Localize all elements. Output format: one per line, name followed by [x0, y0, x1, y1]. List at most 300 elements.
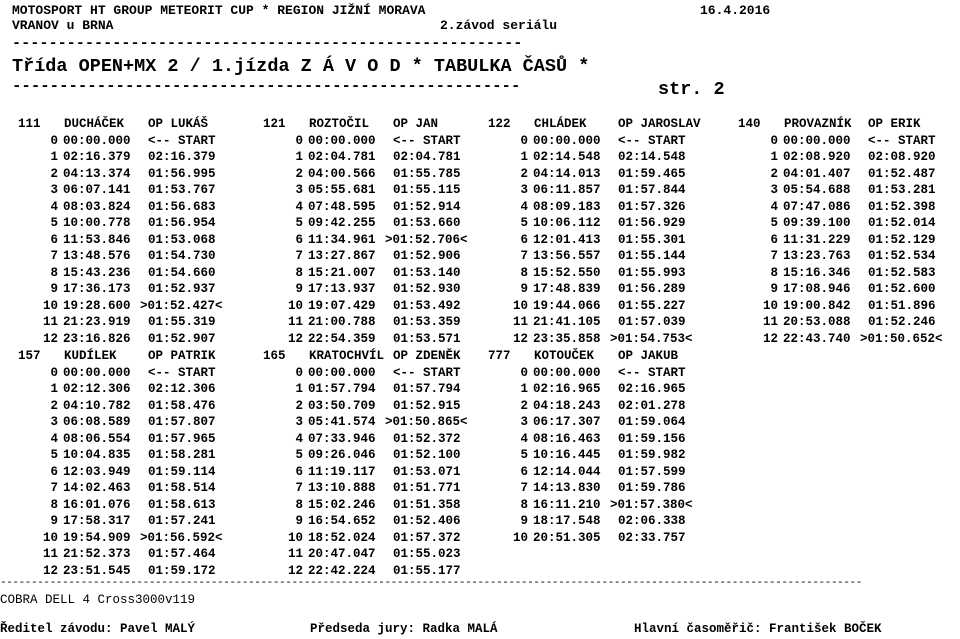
lap-time: <-- START	[148, 133, 216, 148]
lap-number: 1	[520, 382, 528, 396]
total-time: 21:23.919	[63, 315, 131, 329]
lap-number: 0	[520, 365, 528, 380]
total-time: 00:00.000	[308, 365, 376, 380]
lap-time: 01:52.915	[393, 398, 461, 413]
lap-time: 01:53.140	[393, 265, 461, 280]
lap-time: 01:59.786	[618, 481, 686, 495]
footer-separator: -------------------------------------------------------------------------------------------------------------------------------------------	[0, 577, 862, 589]
lap-time: 01:52.372	[393, 431, 461, 446]
lap-time: 01:59.982	[618, 448, 686, 462]
lap-number: 3	[295, 415, 303, 429]
lap-number: 3	[50, 183, 58, 197]
lap-number: 4	[520, 199, 528, 214]
lap-number: 5	[295, 448, 303, 462]
lap-number: 4	[770, 199, 778, 214]
lap-number: 8	[295, 497, 303, 512]
total-time: 15:21.007	[308, 265, 376, 280]
chief-timekeeper: Hlavní časoměřič: František BOČEK	[634, 622, 882, 636]
lap-number: 11	[287, 315, 303, 329]
total-time: 19:00.842	[783, 298, 851, 313]
lap-number: 7	[50, 249, 58, 263]
lap-number: 7	[295, 249, 303, 263]
rider-number: 140	[738, 117, 761, 131]
total-time: 00:00.000	[533, 365, 601, 380]
total-time: 11:53.846	[63, 232, 131, 247]
total-time: 16:01.076	[63, 497, 131, 512]
lap-time: 01:52.487	[868, 166, 936, 181]
lap-number: 3	[295, 183, 303, 197]
lap-number: 6	[520, 464, 528, 479]
total-time: 06:11.857	[533, 183, 601, 197]
rider-number: 157	[18, 349, 41, 363]
total-time: 00:00.000	[533, 133, 601, 148]
total-time: 22:54.359	[308, 331, 376, 346]
total-time: 19:44.066	[533, 298, 601, 313]
lap-time: 01:52.129	[868, 232, 936, 247]
lap-number: 11	[762, 315, 778, 329]
lap-number: 1	[50, 382, 58, 396]
lap-number: 10	[762, 298, 778, 313]
race-director: Ředitel závodu: Pavel MALÝ	[0, 622, 196, 636]
lap-time: 01:51.358	[393, 497, 461, 512]
lap-time: 01:59.465	[618, 166, 686, 181]
total-time: 21:52.373	[63, 547, 131, 561]
event-date: 16.4.2016	[700, 3, 771, 18]
lap-number: 1	[520, 150, 528, 164]
lap-time: 02:16.379	[148, 150, 216, 164]
lap-time: 01:52.906	[393, 249, 461, 263]
lap-number: 11	[42, 547, 58, 561]
lap-number: 7	[295, 481, 303, 495]
lap-number: 12	[287, 331, 303, 346]
total-time: 04:14.013	[533, 166, 601, 181]
lap-number: 1	[50, 150, 58, 164]
total-time: 19:54.909	[63, 530, 131, 545]
total-time: 10:16.445	[533, 448, 601, 462]
lap-number: 6	[295, 232, 303, 247]
lap-number: 4	[520, 431, 528, 446]
lap-number: 0	[295, 365, 303, 380]
total-time: 08:06.554	[63, 431, 131, 446]
lap-number: 12	[42, 563, 58, 578]
lap-time: 01:54.730	[148, 249, 216, 263]
lap-time: <-- START	[148, 365, 216, 380]
total-time: 07:48.595	[308, 199, 376, 214]
lap-time: <-- START	[393, 133, 461, 148]
lap-time: 01:53.660	[393, 216, 461, 230]
lap-number: 9	[295, 514, 303, 528]
lap-number: 2	[295, 398, 303, 413]
lap-time: 01:55.023	[393, 547, 461, 561]
rider-op: OP ZDENĚK	[393, 349, 461, 363]
total-time: 10:00.778	[63, 216, 131, 230]
total-time: 17:36.173	[63, 282, 131, 296]
total-time: 10:06.112	[533, 216, 601, 230]
total-time: 14:02.463	[63, 481, 131, 495]
total-time: 06:08.589	[63, 415, 131, 429]
total-time: 00:00.000	[308, 133, 376, 148]
lap-time: 01:55.301	[618, 232, 686, 247]
lap-number: 0	[770, 133, 778, 148]
times-table-2	[0, 348, 960, 578]
class-title: Třída OPEN+MX 2 / 1.jízda Z Á V O D * TABULKA ČASŮ *	[12, 56, 590, 77]
total-time: 08:16.463	[533, 431, 601, 446]
lap-number: 7	[770, 249, 778, 263]
total-time: 17:58.317	[63, 514, 131, 528]
lap-number: 2	[50, 398, 58, 413]
total-time: 18:17.548	[533, 514, 601, 528]
lap-time: 01:53.071	[393, 464, 461, 479]
total-time: 06:07.141	[63, 183, 131, 197]
lap-number: 10	[42, 298, 58, 313]
lap-time: >01:57.380<	[610, 497, 693, 512]
lap-time: 01:56.289	[618, 282, 686, 296]
lap-number: 5	[50, 448, 58, 462]
lap-time: 01:52.600	[868, 282, 936, 296]
lap-time: 01:52.398	[868, 199, 936, 214]
lap-time: 02:04.781	[393, 150, 461, 164]
lap-number: 3	[520, 415, 528, 429]
lap-time: 01:58.476	[148, 398, 216, 413]
total-time: 02:04.781	[308, 150, 376, 164]
lap-time: 01:57.807	[148, 415, 216, 429]
lap-time: <-- START	[618, 365, 686, 380]
lap-time: 02:14.548	[618, 150, 686, 164]
lap-time: 01:57.326	[618, 199, 686, 214]
total-time: 11:31.229	[783, 232, 851, 247]
lap-number: 11	[287, 547, 303, 561]
total-time: 04:00.566	[308, 166, 376, 181]
lap-number: 1	[295, 150, 303, 164]
lap-number: 6	[770, 232, 778, 247]
lap-time: 01:52.914	[393, 199, 461, 214]
lap-number: 12	[762, 331, 778, 346]
lap-time: 01:53.571	[393, 331, 461, 346]
lap-time: >01:52.427<	[140, 298, 223, 313]
lap-time: 01:55.115	[393, 183, 461, 197]
total-time: 05:54.688	[783, 183, 851, 197]
total-time: 09:26.046	[308, 448, 376, 462]
lap-time: 01:53.767	[148, 183, 216, 197]
lap-number: 8	[520, 265, 528, 280]
rider-name: KOTOUČEK	[534, 349, 595, 363]
rider-number: 111	[18, 117, 41, 131]
lap-time: 01:57.464	[148, 547, 216, 561]
lap-number: 5	[295, 216, 303, 230]
total-time: 02:12.306	[63, 382, 131, 396]
total-time: 12:03.949	[63, 464, 131, 479]
lap-time: 02:33.757	[618, 530, 686, 545]
total-time: 13:10.888	[308, 481, 376, 495]
lap-number: 10	[512, 298, 528, 313]
total-time: 00:00.000	[63, 133, 131, 148]
lap-time: 01:57.372	[393, 530, 461, 545]
lap-time: 01:55.993	[618, 265, 686, 280]
lap-time: 01:58.514	[148, 481, 216, 495]
times-table-1	[0, 116, 960, 346]
lap-time: 01:55.144	[618, 249, 686, 263]
lap-time: 01:53.068	[148, 232, 216, 247]
lap-number: 9	[520, 514, 528, 528]
lap-time: 01:51.896	[868, 298, 936, 313]
lap-time: 01:55.227	[618, 298, 686, 313]
total-time: 02:14.548	[533, 150, 601, 164]
total-time: 17:48.839	[533, 282, 601, 296]
lap-number: 6	[295, 464, 303, 479]
lap-number: 1	[295, 382, 303, 396]
total-time: 11:34.961	[308, 232, 376, 247]
lap-number: 9	[50, 282, 58, 296]
lap-number: 9	[520, 282, 528, 296]
lap-time: 02:12.306	[148, 382, 216, 396]
total-time: 22:43.740	[783, 331, 851, 346]
total-time: 09:39.100	[783, 216, 851, 230]
total-time: 17:13.937	[308, 282, 376, 296]
lap-number: 7	[50, 481, 58, 495]
lap-number: 2	[50, 166, 58, 181]
lap-time: 01:56.954	[148, 216, 216, 230]
lap-number: 12	[42, 331, 58, 346]
lap-time: 01:52.534	[868, 249, 936, 263]
lap-number: 4	[295, 431, 303, 446]
total-time: 13:48.576	[63, 249, 131, 263]
rider-name: DUCHÁČEK	[64, 117, 125, 131]
lap-time: 01:55.785	[393, 166, 461, 181]
total-time: 04:01.407	[783, 166, 851, 181]
total-time: 04:13.374	[63, 166, 131, 181]
lap-number: 6	[520, 232, 528, 247]
total-time: 23:35.858	[533, 331, 601, 346]
rider-name: ROZTOČIL	[309, 117, 370, 131]
total-time: 20:47.047	[308, 547, 376, 561]
lap-number: 0	[295, 133, 303, 148]
lap-time: 01:58.613	[148, 497, 216, 512]
lap-number: 2	[295, 166, 303, 181]
lap-number: 0	[520, 133, 528, 148]
total-time: 01:57.794	[308, 382, 376, 396]
lap-number: 8	[295, 265, 303, 280]
lap-number: 8	[770, 265, 778, 280]
lap-number: 5	[520, 216, 528, 230]
lap-time: 01:55.319	[148, 315, 216, 329]
lap-time: >01:50.652<	[860, 331, 943, 346]
rider-number: 121	[263, 117, 286, 131]
lap-number: 6	[50, 232, 58, 247]
lap-time: <-- START	[618, 133, 686, 148]
rider-op: OP PATRIK	[148, 349, 216, 363]
header-separator: --------------------------------------------------------	[12, 34, 523, 52]
lap-time: >01:54.753<	[610, 331, 693, 346]
lap-time: 01:53.492	[393, 298, 461, 313]
total-time: 03:50.709	[308, 398, 376, 413]
total-time: 12:14.044	[533, 464, 601, 479]
rider-name: KRATOCHVÍL	[309, 349, 385, 363]
event-place: VRANOV u BRNA	[12, 18, 114, 33]
lap-time: 01:52.937	[148, 282, 216, 296]
lap-number: 10	[287, 530, 303, 545]
total-time: 02:16.965	[533, 382, 601, 396]
total-time: 05:55.681	[308, 183, 376, 197]
lap-number: 11	[512, 315, 528, 329]
lap-time: >01:52.706<	[385, 232, 468, 247]
rider-number: 777	[488, 349, 511, 363]
rider-op: OP LUKÁŠ	[148, 117, 209, 131]
total-time: 15:02.246	[308, 497, 376, 512]
lap-time: 01:52.930	[393, 282, 461, 296]
lap-time: 01:51.771	[393, 481, 461, 495]
lap-time: 02:01.278	[618, 398, 686, 413]
lap-number: 3	[50, 415, 58, 429]
lap-number: 3	[520, 183, 528, 197]
lap-time: 02:08.920	[868, 150, 936, 164]
rider-number: 165	[263, 349, 286, 363]
lap-number: 5	[520, 448, 528, 462]
lap-number: 10	[512, 530, 528, 545]
lap-number: 8	[50, 497, 58, 512]
rider-op: OP JAKUB	[618, 349, 679, 363]
lap-time: 01:56.995	[148, 166, 216, 181]
lap-number: 12	[287, 563, 303, 578]
lap-number: 0	[50, 133, 58, 148]
total-time: 13:23.763	[783, 249, 851, 263]
rider-op: OP JAN	[393, 117, 439, 131]
lap-time: 01:52.014	[868, 216, 936, 230]
lap-number: 10	[287, 298, 303, 313]
lap-time: 01:59.172	[148, 563, 216, 578]
lap-number: 5	[50, 216, 58, 230]
lap-time: 01:52.583	[868, 265, 936, 280]
lap-time: 02:06.338	[618, 514, 686, 528]
lap-number: 8	[520, 497, 528, 512]
software-label: COBRA DELL 4 Cross3000v119	[0, 593, 196, 607]
lap-number: 9	[770, 282, 778, 296]
total-time: 19:07.429	[308, 298, 376, 313]
lap-time: 01:59.114	[148, 464, 216, 479]
total-time: 04:10.782	[63, 398, 131, 413]
lap-time: 01:56.929	[618, 216, 686, 230]
total-time: 00:00.000	[783, 133, 851, 148]
total-time: 12:01.413	[533, 232, 601, 247]
lap-number: 1	[770, 150, 778, 164]
total-time: 08:09.183	[533, 199, 601, 214]
total-time: 18:52.024	[308, 530, 376, 545]
total-time: 13:27.867	[308, 249, 376, 263]
lap-time: 01:52.907	[148, 331, 216, 346]
rider-op: OP ERIK	[868, 117, 921, 131]
lap-number: 10	[42, 530, 58, 545]
lap-number: 4	[50, 431, 58, 446]
lap-time: 01:52.406	[393, 514, 461, 528]
lap-number: 7	[520, 481, 528, 495]
lap-number: 7	[520, 249, 528, 263]
lap-time: 01:59.064	[618, 415, 686, 429]
lap-number: 12	[512, 331, 528, 346]
lap-number: 3	[770, 183, 778, 197]
total-time: 10:04.835	[63, 448, 131, 462]
lap-number: 8	[50, 265, 58, 280]
total-time: 07:33.946	[308, 431, 376, 446]
total-time: 07:47.086	[783, 199, 851, 214]
event-title: MOTOSPORT HT GROUP METEORIT CUP * REGION JIŽNÍ MORAVA	[12, 3, 426, 18]
total-time: 06:17.307	[533, 415, 601, 429]
total-time: 02:16.379	[63, 150, 131, 164]
rider-op: OP JAROSLAV	[618, 117, 701, 131]
rider-name: KUDÍLEK	[64, 349, 117, 363]
lap-number: 2	[770, 166, 778, 181]
lap-time: >01:56.592<	[140, 530, 223, 545]
total-time: 23:16.826	[63, 331, 131, 346]
lap-time: 01:57.241	[148, 514, 216, 528]
total-time: 19:28.600	[63, 298, 131, 313]
total-time: 09:42.255	[308, 216, 376, 230]
lap-time: >01:50.865<	[385, 415, 468, 429]
total-time: 00:00.000	[63, 365, 131, 380]
total-time: 13:56.557	[533, 249, 601, 263]
lap-time: 01:54.660	[148, 265, 216, 280]
rider-number: 122	[488, 117, 511, 131]
total-time: 17:08.946	[783, 282, 851, 296]
lap-number: 4	[50, 199, 58, 214]
total-time: 16:54.652	[308, 514, 376, 528]
total-time: 04:18.243	[533, 398, 601, 413]
lap-time: 01:57.844	[618, 183, 686, 197]
lap-time: 01:53.359	[393, 315, 461, 329]
total-time: 02:08.920	[783, 150, 851, 164]
lap-time: 01:57.599	[618, 464, 686, 479]
total-time: 14:13.830	[533, 481, 601, 495]
lap-time: 01:52.246	[868, 315, 936, 329]
lap-time: <-- START	[393, 365, 461, 380]
total-time: 15:52.550	[533, 265, 601, 280]
lap-number: 2	[520, 398, 528, 413]
lap-number: 4	[295, 199, 303, 214]
rider-name: PROVAZNÍK	[784, 117, 852, 131]
total-time: 23:51.545	[63, 563, 131, 578]
jury-chairman: Předseda jury: Radka MALÁ	[310, 622, 498, 636]
total-time: 11:19.117	[308, 464, 376, 479]
total-time: 05:41.574	[308, 415, 376, 429]
lap-time: 01:55.177	[393, 563, 461, 578]
lap-time: 01:57.039	[618, 315, 686, 329]
lap-number: 6	[50, 464, 58, 479]
total-time: 22:42.224	[308, 563, 376, 578]
lap-time: 01:57.794	[393, 382, 461, 396]
total-time: 16:11.210	[533, 497, 601, 512]
lap-number: 0	[50, 365, 58, 380]
lap-time: 01:59.156	[618, 431, 686, 446]
lap-time: 01:57.965	[148, 431, 216, 446]
lap-time: 02:16.965	[618, 382, 686, 396]
rider-name: CHLÁDEK	[534, 117, 587, 131]
lap-time: 01:52.100	[393, 448, 461, 462]
lap-time: 01:56.683	[148, 199, 216, 214]
total-time: 21:41.105	[533, 315, 601, 329]
page-number: str. 2	[658, 79, 725, 100]
lap-number: 11	[42, 315, 58, 329]
lap-number: 9	[295, 282, 303, 296]
lap-number: 5	[770, 216, 778, 230]
total-time: 21:00.788	[308, 315, 376, 329]
title-separator: ------------------------------------------------------	[12, 77, 521, 95]
lap-number: 9	[50, 514, 58, 528]
lap-time: 01:53.281	[868, 183, 936, 197]
total-time: 20:51.305	[533, 530, 601, 545]
lap-time: 01:58.281	[148, 448, 216, 462]
lap-number: 2	[520, 166, 528, 181]
total-time: 08:03.824	[63, 199, 131, 214]
total-time: 20:53.088	[783, 315, 851, 329]
total-time: 15:16.346	[783, 265, 851, 280]
